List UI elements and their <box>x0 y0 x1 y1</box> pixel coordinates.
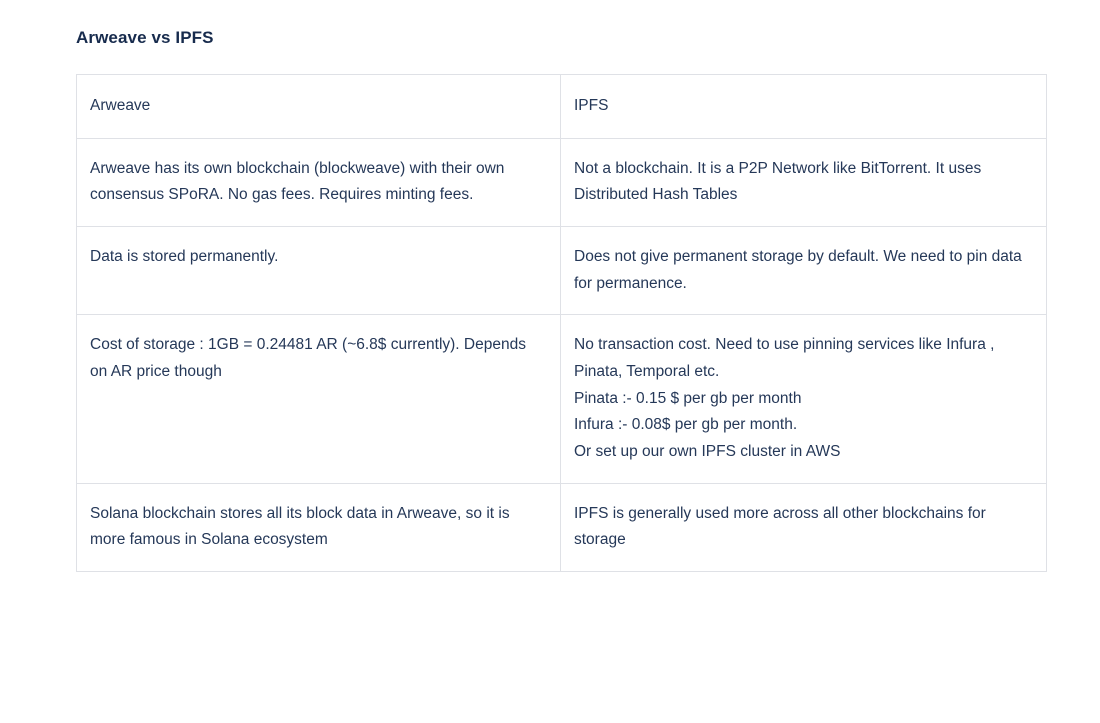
cell-ipfs <box>561 226 1047 314</box>
table-header-row <box>77 75 1047 139</box>
cell-ipfs <box>561 483 1047 571</box>
cell-content <box>90 156 546 209</box>
cell-arweave <box>77 138 561 226</box>
column-header-arweave: Arweave <box>77 75 561 139</box>
cell-ipfs <box>561 315 1047 483</box>
cell-content <box>574 332 1032 465</box>
comparison-table <box>76 74 1047 572</box>
table-body <box>77 138 1047 571</box>
column-header-ipfs: IPFS <box>561 75 1047 139</box>
cell-line: Cost of storage : 1GB = 0.24481 AR (~6.8$ currently). Depends on AR price though <box>90 336 526 380</box>
cell-line: Infura :- 0.08$ per gb per month. <box>574 416 798 434</box>
cell-content <box>90 332 546 385</box>
cell-arweave <box>77 315 561 483</box>
cell-line: Arweave has its own blockchain (blockweave) with their own consensus SPoRA. No gas fees. Requires minting fees. <box>90 159 505 204</box>
cell-content <box>574 501 1032 554</box>
table-row <box>77 483 1047 571</box>
cell-ipfs <box>561 138 1047 226</box>
cell-content <box>90 501 546 554</box>
cell-line: Data is stored permanently. <box>90 247 279 265</box>
cell-content <box>574 244 1032 297</box>
cell-arweave <box>77 483 561 571</box>
cell-line: Or set up our own IPFS cluster in AWS <box>574 442 841 460</box>
cell-content <box>90 244 546 271</box>
table-header <box>77 75 1047 139</box>
table-row <box>77 315 1047 483</box>
table-row <box>77 138 1047 226</box>
cell-line: IPFS is generally used more across all other blockchains for storage <box>574 504 986 549</box>
cell-line: Pinata :- 0.15 $ per gb per month <box>574 389 802 407</box>
cell-content <box>574 156 1032 209</box>
cell-line: Solana blockchain stores all its block data in Arweave, so it is more famous in Solana ecosystem <box>90 504 510 549</box>
cell-line: Does not give permanent storage by default. We need to pin data for permanence. <box>574 247 1022 292</box>
cell-arweave <box>77 226 561 314</box>
cell-line: Not a blockchain. It is a P2P Network like BitTorrent. It uses Distributed Hash Tables <box>574 159 982 204</box>
page-title: Arweave vs IPFS <box>76 28 214 47</box>
cell-line: No transaction cost. Need to use pinning services like Infura , Pinata, Temporal etc. <box>574 336 995 380</box>
table-row <box>77 226 1047 314</box>
